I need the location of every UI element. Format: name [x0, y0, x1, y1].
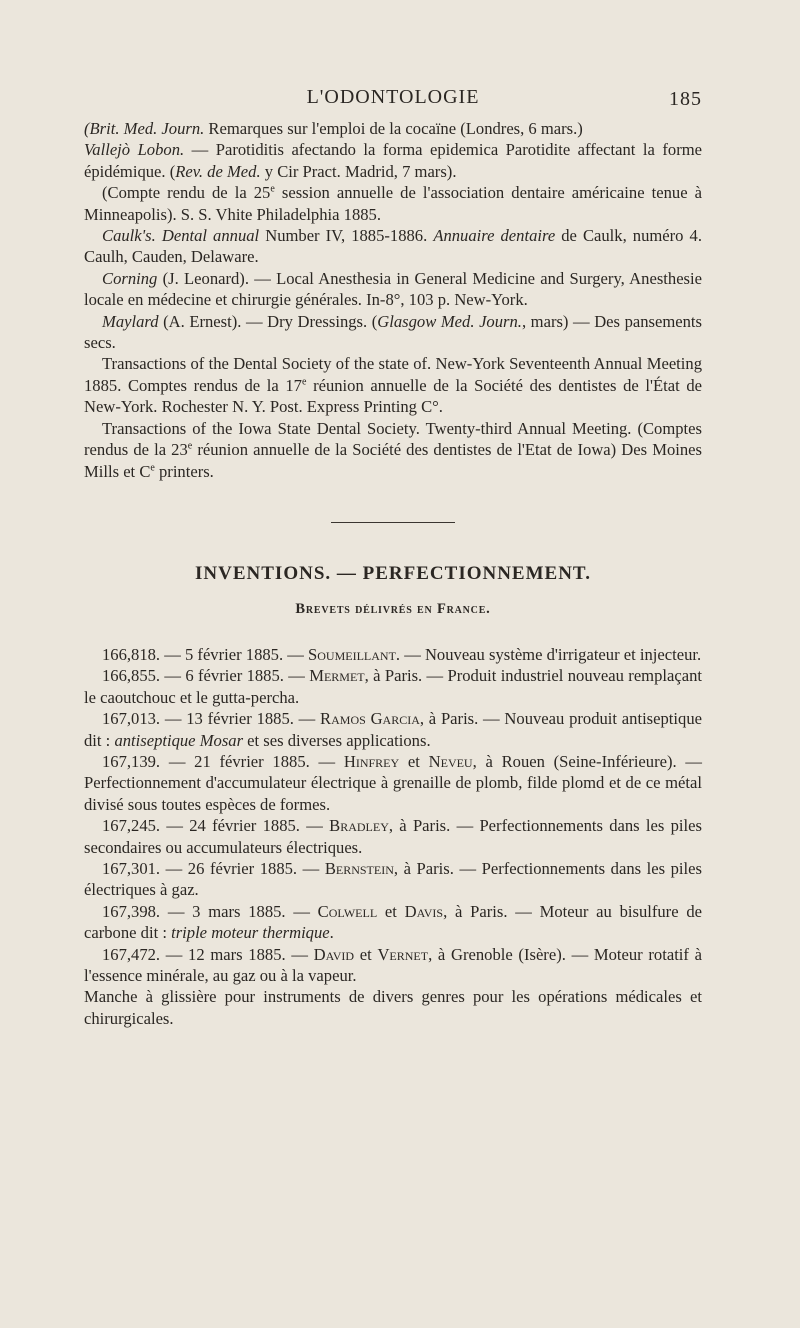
bib-journal: Glasgow Med. Journ.: [377, 311, 522, 331]
patent-text: , à Paris. — Perfectionnements dans les piles électriques à gaz.: [84, 858, 702, 900]
bib-text: (A. Ernest). — Dry Dressings. (: [158, 311, 378, 331]
journal-title: L'ODONTOLOGIE: [306, 86, 480, 108]
bib-text: , mars) — Des pansements secs.: [84, 311, 703, 353]
patent-holder: Davis: [404, 901, 444, 921]
patent-entry: [84, 986, 702, 1029]
patent-number-date: 167,398. — 3 mars 1885. —: [102, 901, 318, 921]
bib-text: Transactions of the Iowa State Dental Society. Twenty-third Annual Meeting. (Comptes rendus de la 23: [84, 418, 702, 460]
patent-holder: Mermet: [309, 666, 365, 686]
patent-text: et: [354, 944, 378, 964]
patent-holder: Vernet: [377, 944, 429, 964]
subsection-title: Brevets délivrés en France.: [295, 600, 491, 617]
patent-entry: [84, 708, 702, 751]
bib-author: Vallejò Lobon.: [84, 140, 185, 160]
patent-holder: David: [313, 944, 355, 964]
patent-product-name: antiseptique Mosar: [114, 730, 244, 750]
bib-text: printers.: [154, 461, 214, 481]
patent-holder: Neveu: [428, 751, 473, 771]
bib-entry-compte: [84, 182, 702, 225]
bib-author: (Brit. Med. Journ.: [84, 119, 205, 138]
patent-entry: [84, 644, 702, 665]
patent-number-date: 166,818. — 5 février 1885. —: [102, 644, 309, 664]
patent-text: , à Rouen (Seine-Inférieure). — Perfectionnement d'accumulateur électrique à grenaille de plomb, filde plomd et de ce métal divisé sous toutes espèces de formes.: [84, 751, 702, 814]
patent-number-date: 167,245. — 24 février 1885. —: [102, 816, 330, 836]
patent-entry: [84, 901, 702, 944]
bib-text: (Compte rendu de la 25: [102, 183, 271, 203]
patent-entry: [84, 751, 702, 815]
patent-number-date: 167,301. — 26 février 1885. —: [102, 858, 325, 878]
bib-entry-transactions-iowa: [84, 418, 702, 482]
superscript: e: [187, 440, 193, 452]
patent-list: [84, 644, 702, 1029]
bib-entry-brit: [84, 118, 702, 139]
bib-author: Maylard: [102, 311, 159, 331]
patent-holder: Soumeillant: [308, 644, 396, 664]
section-title: INVENTIONS. — PERFECTIONNEMENT.: [195, 562, 591, 584]
patent-entry: [84, 858, 702, 901]
bib-author: Caulk's. Dental annual: [102, 226, 260, 246]
patent-holder: Colwell: [317, 901, 378, 921]
bib-text: Remarques sur l'emploi de la cocaïne (Londres, 6 mars.): [204, 119, 583, 138]
bibliography-list: [84, 118, 702, 482]
bib-text: réunion annuelle de la Société des dentistes de l'Etat de Iowa) Des Moines Mills et C: [84, 440, 702, 481]
bib-text: session annuelle de l'association dentaire américaine tenue à Minneapolis). S. S. Vhite Philadelphia 1885.: [84, 183, 702, 224]
superscript: e: [150, 461, 155, 473]
patent-entry: [84, 815, 702, 858]
patent-text: Manche à glissière pour instruments de divers genres pour les opérations médicales et chirurgicales.: [84, 987, 702, 1028]
page-number: 185: [669, 88, 702, 110]
bib-text: de Caulk, numéro 4. Caulh, Cauden, Delaware.: [84, 226, 702, 267]
bib-text: y Cir Pract. Madrid, 7 mars).: [260, 161, 457, 181]
bib-author: Corning: [102, 268, 158, 288]
patent-holder: Ramos Garcia: [320, 709, 420, 729]
patent-text: , à Paris. — Produit industriel nouveau remplaçant le caoutchouc et le gutta-percha.: [84, 666, 702, 707]
patent-text: , à Paris. — Nouveau produit antiseptique dit :: [84, 709, 702, 750]
bib-text: Transactions of the Dental Society of the state of. New-York Seventeenth Annual Meeting 1885. Comptes rendus de la 17: [84, 354, 702, 395]
bib-entry-vallejo: [84, 139, 702, 182]
patent-text: . — Nouveau système d'irrigateur et injecteur.: [395, 644, 702, 664]
patent-text: , à Paris. — Moteur au bisulfure de carbone dit :: [84, 901, 702, 943]
patent-text: .: [329, 923, 334, 943]
patent-holder: Hinfrey: [343, 751, 400, 771]
superscript: e: [270, 183, 275, 195]
bib-text: Number IV, 1885-1886.: [259, 226, 434, 246]
patent-number-date: 167,013. — 13 février 1885. —: [102, 709, 321, 729]
superscript: e: [301, 376, 307, 388]
bib-text: réunion annuelle de la Société des dentistes de l'État de New-York. Rochester N. Y. Post. Express Printing C°.: [84, 375, 702, 417]
bib-entry-transactions-ny: [84, 353, 702, 417]
patent-holder: Bernstein: [324, 858, 394, 878]
patent-text: et: [377, 901, 405, 921]
patent-entry: [84, 944, 702, 987]
patent-text: , à Grenoble (Isère). — Moteur rotatif à l'essence minérale, au gaz ou à la vapeur.: [84, 944, 703, 985]
patent-entry: [84, 665, 702, 708]
patent-holder: Bradley: [329, 816, 389, 836]
patent-text: et: [399, 751, 429, 771]
section-divider: [331, 522, 455, 523]
bib-title: Annuaire dentaire: [433, 226, 556, 246]
bib-text: (J. Leonard). — Local Anesthesia in General Medicine and Surgery, Anesthesie locale en médecine et chirurgie générales. In-8°, 103 p. New-York.: [84, 268, 702, 310]
patent-text: et ses diverses applications.: [243, 730, 431, 750]
patent-product-name: triple moteur thermique: [171, 923, 330, 943]
patent-number-date: 167,472. — 12 mars 1885. —: [102, 944, 314, 964]
patent-number-date: 166,855. — 6 février 1885. —: [102, 666, 310, 686]
document-page: [84, 86, 702, 1029]
bib-entry-corning: [84, 268, 702, 311]
running-header: [84, 86, 702, 118]
patent-number-date: 167,139. — 21 février 1885. —: [102, 751, 344, 771]
bib-entry-maylard: [84, 311, 702, 354]
bib-text: — Parotiditis afectando la forma epidemica Parotidite affectant la forme épidémique. (: [84, 140, 702, 181]
bib-journal: Rev. de Med.: [175, 161, 261, 181]
patent-text: , à Paris. — Perfectionnements dans les piles secondaires ou accumulateurs électriques.: [84, 816, 702, 857]
bib-entry-caulk: [84, 225, 702, 268]
